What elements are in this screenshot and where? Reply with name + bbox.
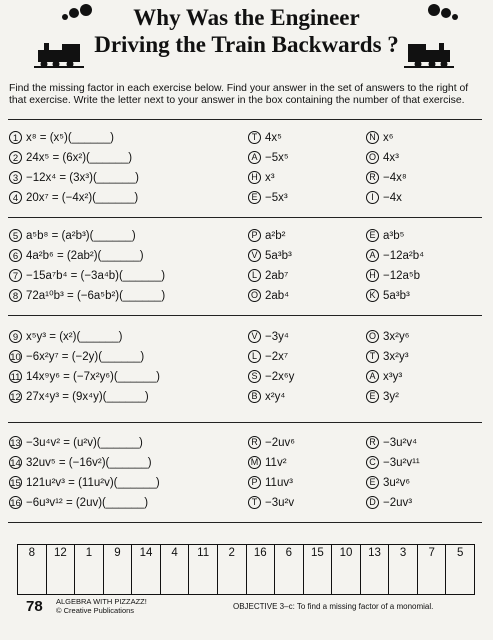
answer-box[interactable] [446, 545, 474, 594]
answer-value: 3u²v⁶ [383, 477, 411, 489]
problem-number: 4 [9, 191, 22, 204]
answer-value: 3x²y⁶ [383, 331, 410, 343]
answer-letter: I [366, 191, 379, 204]
answer-letter: O [248, 289, 261, 302]
answer-choice [366, 249, 424, 263]
answer-choice [366, 436, 417, 450]
answer-choice [366, 289, 410, 303]
answer-box-number: 8 [28, 547, 35, 559]
answer-box[interactable] [47, 545, 76, 594]
problem-16 [9, 496, 148, 510]
problem-number: 2 [9, 151, 22, 164]
answer-letter: S [248, 370, 261, 383]
answer-box-number: 11 [197, 547, 210, 559]
problem-number: 5 [9, 229, 22, 242]
answer-choice [366, 370, 402, 384]
answer-box-number: 9 [114, 547, 121, 559]
answer-value: 11uv³ [265, 477, 293, 489]
answer-letter: R [248, 436, 261, 449]
problem-14 [9, 456, 152, 470]
answer-choice [366, 350, 409, 364]
answer-letter: A [366, 249, 379, 262]
answer-box[interactable] [132, 545, 161, 594]
answer-letter: E [248, 191, 261, 204]
title-line2: Driving the Train Backwards ? [94, 32, 399, 57]
answer-choice [248, 330, 289, 344]
problem-expression: 121u²v³ = (11u²v)(______) [26, 477, 160, 489]
problem-2 [9, 151, 132, 165]
answer-choice [248, 496, 294, 510]
problem-8 [9, 289, 165, 303]
answer-choice [248, 171, 275, 185]
answer-letter: V [248, 330, 261, 343]
answer-value: −12a²b⁴ [383, 250, 425, 262]
answer-value: x³y³ [383, 371, 403, 383]
objective: OBJECTIVE 3–c: To find a missing factor of a monomial. [233, 602, 434, 611]
answer-letter: O [366, 330, 379, 343]
answer-letter: E [366, 476, 379, 489]
problem-number: 11 [10, 372, 21, 384]
answer-value: x⁶ [383, 132, 394, 144]
answer-box[interactable] [275, 545, 304, 594]
answer-choice [248, 131, 282, 145]
answer-value: −4x⁸ [383, 172, 407, 184]
answer-value: 2ab⁷ [265, 270, 289, 282]
answer-box[interactable] [332, 545, 361, 594]
answer-choice [248, 249, 292, 263]
title-line1: Why Was the Engineer [133, 5, 360, 30]
answer-letter: C [366, 456, 379, 469]
answer-choice [248, 370, 294, 384]
answer-value: −12a⁵b [383, 270, 421, 282]
problem-number: 3 [9, 171, 22, 184]
answer-value: −3y⁴ [265, 331, 289, 343]
answer-choice [366, 229, 404, 243]
answer-value: −5x³ [265, 192, 288, 204]
answer-letter: H [248, 171, 261, 184]
problem-expression: 72a¹⁰b³ = (−6a⁵b²)(______) [26, 290, 166, 302]
book-title: ALGEBRA WITH PIZZAZZ! [56, 597, 147, 606]
answer-box-number: 16 [253, 547, 267, 559]
answer-letter: A [366, 370, 379, 383]
answer-box[interactable] [247, 545, 276, 594]
answer-box-number: 1 [85, 547, 93, 559]
answer-value: 5a³b³ [383, 290, 410, 302]
answer-value: 2ab⁴ [265, 290, 290, 302]
answer-letter: L [248, 269, 261, 282]
answer-choice [248, 229, 285, 243]
answer-letter: E [366, 390, 379, 403]
problem-number: 15 [10, 478, 21, 490]
answer-value: 4x³ [383, 152, 399, 164]
problem-expression: −3u⁴v² = (u²v)(______) [26, 437, 143, 449]
answer-value: −2x⁶y [265, 371, 295, 383]
problem-7 [9, 269, 165, 283]
answer-choice [248, 151, 289, 165]
problem-number: 1 [9, 131, 22, 144]
answer-box-number: 14 [139, 547, 153, 559]
answer-choice [248, 476, 293, 490]
answer-letter: H [366, 269, 379, 282]
answer-box[interactable] [189, 545, 218, 594]
problem-number: 9 [9, 330, 22, 343]
answer-box[interactable] [418, 545, 447, 594]
problem-expression: 27x⁴y³ = (9x⁴y)(______) [26, 391, 149, 403]
problem-expression: 14x⁹y⁶ = (−7x²y⁶)(______) [26, 371, 160, 383]
answer-letter: P [248, 476, 261, 489]
problem-expression: 4a²b⁶ = (2ab²)(______) [26, 250, 144, 262]
problem-number: 14 [10, 458, 21, 470]
divider [8, 119, 482, 120]
problem-6 [9, 249, 144, 263]
page-number: 78 [26, 598, 43, 615]
answer-box[interactable] [104, 545, 133, 594]
answer-letter: D [366, 496, 379, 509]
answer-letter: V [248, 249, 261, 262]
problem-10 [9, 350, 144, 364]
problem-expression: x⁵y³ = (x²)(______) [26, 331, 123, 343]
answer-letter: K [366, 289, 379, 302]
problem-number: 12 [10, 392, 21, 404]
answer-box-number: 4 [171, 547, 178, 559]
answer-box-number: 7 [428, 547, 435, 559]
answer-box[interactable] [361, 545, 390, 594]
answer-box[interactable] [75, 545, 104, 594]
answer-box-number: 3 [399, 547, 407, 559]
answer-box-row [17, 544, 475, 595]
answer-letter: P [248, 229, 261, 242]
answer-letter: T [248, 131, 261, 144]
answer-value: 3y² [383, 391, 399, 403]
answer-value: 11v² [265, 457, 287, 469]
answer-choice [366, 390, 399, 404]
answer-box-number: 13 [368, 547, 381, 559]
answer-value: −5x⁵ [265, 152, 289, 164]
answer-letter: L [248, 350, 261, 363]
answer-choice [366, 476, 410, 490]
answer-choice [248, 456, 287, 470]
answer-box[interactable] [218, 545, 247, 594]
answer-choice [366, 171, 407, 185]
problem-expression: a⁵b⁸ = (a²b³)(______) [26, 230, 136, 242]
problem-number: 13 [10, 438, 21, 450]
problem-5 [9, 229, 136, 243]
problem-4 [9, 191, 138, 205]
answer-letter: R [366, 171, 379, 184]
answer-box-number: 15 [311, 547, 324, 559]
answer-value: 3x²y³ [383, 351, 409, 363]
title [0, 4, 493, 58]
problem-number: 10 [10, 352, 21, 364]
answer-letter: R [366, 436, 379, 449]
problem-3 [9, 171, 139, 185]
problem-9 [9, 330, 122, 344]
answer-letter: B [248, 390, 261, 403]
answer-choice [248, 436, 295, 450]
answer-letter: E [366, 229, 379, 242]
answer-choice [248, 390, 285, 404]
answer-letter: A [248, 151, 261, 164]
answer-choice [366, 269, 420, 283]
answer-choice [366, 456, 420, 470]
answer-letter: O [366, 151, 379, 164]
answer-value: 4x⁵ [265, 132, 282, 144]
answer-choice [248, 350, 288, 364]
answer-value: −2x⁷ [265, 351, 289, 363]
answer-value: −2uv⁶ [265, 437, 295, 449]
problem-expression: x⁸ = (x⁵)(______) [26, 132, 114, 144]
answer-letter: T [248, 496, 261, 509]
answer-value: 5a³b³ [265, 250, 292, 262]
answer-box-number: 12 [53, 547, 67, 559]
problem-expression: −6u³v¹² = (2uv)(______) [26, 497, 149, 509]
answer-value: −3u²v⁴ [383, 437, 418, 449]
answer-value: a²b² [265, 230, 286, 242]
divider [8, 422, 482, 423]
answer-letter: T [366, 350, 379, 363]
answer-choice [248, 289, 289, 303]
answer-choice [248, 269, 288, 283]
divider [8, 522, 482, 523]
answer-letter: N [366, 131, 379, 144]
publisher: © Creative Publications [56, 605, 135, 615]
answer-box[interactable] [304, 545, 333, 594]
answer-value: −3u²v [265, 497, 295, 509]
answer-value: −4x [383, 192, 402, 204]
divider [8, 217, 482, 218]
problem-expression: 20x⁷ = (−4x²)(______) [26, 192, 139, 204]
problem-11 [9, 370, 160, 384]
answer-choice [366, 151, 399, 165]
book-credit [56, 598, 147, 615]
problem-number: 7 [9, 269, 22, 282]
problem-number: 16 [10, 498, 21, 510]
answer-choice [366, 131, 393, 145]
answer-letter: M [248, 456, 261, 469]
answer-box-number: 6 [285, 547, 293, 559]
problem-expression: −6x²y⁷ = (−2y)(______) [26, 351, 145, 363]
problem-expression: 32uv⁵ = (−16v²)(______) [26, 457, 152, 469]
problem-expression: −12x⁴ = (3x³)(______) [26, 172, 139, 184]
answer-choice [366, 330, 409, 344]
answer-value: x²y⁴ [265, 391, 286, 403]
answer-box[interactable] [161, 545, 190, 594]
answer-value: −3u²v¹¹ [383, 457, 420, 469]
answer-choice [366, 191, 402, 205]
problem-number: 6 [9, 249, 22, 262]
problem-expression: 24x⁵ = (6x²)(______) [26, 152, 133, 164]
answer-box-number: 5 [457, 547, 464, 559]
answer-box[interactable] [389, 545, 418, 594]
problem-13 [9, 436, 143, 450]
answer-box-number: 2 [228, 547, 235, 559]
answer-value: x³ [265, 172, 275, 184]
divider [8, 315, 482, 316]
instructions: Find the missing factor in each exercise below. Find your answer in the set of answers to the right of that exercise. Write the letter next to your answer in the box containing the number of that exercise. [9, 83, 469, 106]
problem-number: 8 [9, 289, 22, 302]
problem-15 [9, 476, 160, 490]
problem-expression: −15a⁷b⁴ = (−3a⁴b)(______) [26, 270, 166, 282]
problem-12 [9, 390, 149, 404]
answer-choice [248, 191, 288, 205]
answer-box-number: 10 [339, 547, 353, 559]
answer-value: a³b⁵ [383, 230, 405, 242]
answer-choice [366, 496, 412, 510]
answer-box[interactable] [18, 545, 47, 594]
problem-1 [9, 131, 114, 145]
answer-value: −2uv³ [383, 497, 413, 509]
